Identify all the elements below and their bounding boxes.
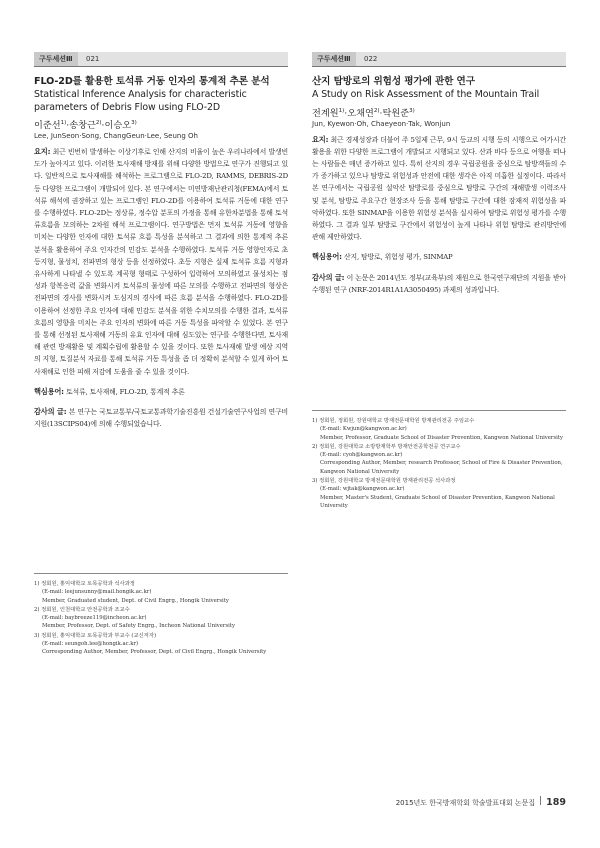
footnote-number: 1) (34, 581, 40, 587)
right-article (312, 52, 566, 296)
article-title-korean: 산지 탐방로의 위험성 평가에 관한 연구 (312, 76, 475, 87)
author-affiliation-mark: 2) (373, 107, 380, 114)
footnote (34, 632, 288, 657)
acknowledgement-text: 본 연구는 국토교통부/국토교통과학기술진흥원 건설기술연구사업의 연구비지원(13SCIPS04)에 의해 수행되었습니다. (34, 408, 288, 429)
author-affiliation-mark: 1) (338, 107, 345, 114)
footnote-number: 2) (34, 606, 40, 613)
keywords-text: 토석류, 토사재해, FLO-2D, 통계적 추론 (65, 387, 185, 396)
author-name: 탁원준 (382, 107, 410, 119)
footnote-divider (34, 573, 288, 574)
footnote (34, 606, 288, 631)
keywords-text: 산지, 탐방로, 위험성 평가, SINMAP (343, 253, 453, 262)
session-number: 021 (86, 55, 100, 63)
footnote-email: (E-mail: baybreeze119@incheon.ac.kr) (42, 615, 147, 622)
footnote-email: (E-mail: wjtak@kangwon.ac.kr) (320, 486, 405, 493)
author-name: 오채연 (347, 107, 374, 119)
author-affiliation-mark: 3) (409, 107, 415, 114)
footnote-email: (E-mail: cyoh@kangwon.ac.kr) (320, 452, 403, 459)
footnote-affiliation-ko: 정회원, 홍익대학교 토목공학과 부교수 (교신저자) (41, 632, 157, 639)
footnote-affiliation-en: Member, Professor, Dept. of Safety Engrg., Incheon National University (42, 623, 235, 630)
keywords-label: 핵심용어: (34, 386, 64, 396)
abstract (312, 134, 566, 244)
footnote (34, 580, 288, 605)
abstract (34, 146, 288, 378)
footnote-email: (E-mail: Kwjun@kangwon.ac.kr) (320, 426, 407, 433)
author-name: 전계원 (312, 107, 339, 119)
session-label: 구두세션Ⅲ (312, 52, 356, 66)
session-header-bar (312, 52, 566, 67)
abstract-text: 최근 경제성장과 더불어 주 5일제 근무, 9시 등교의 시행 등의 시행으로 여가시간 활용을 위한 다양한 프로그램이 개발되고 시행되고 있다. 산과 바다 등으로 여행을 떠나는 사람들은 매년 증가하고 있다. 특히 산지의 경우 국립공원을 중심으로 탐방객들의 수가 증가하고 있으나 탐방로 위험성과 안전에 대한 생각은 아직 미흡한 실정이다. 따라서 본 연구에서는 국립공원 설악산 탐방로를 중심으로 탐방로 구간의 재해발생 이력조사 및 분석, 탐방로 주요구간 현장조사 등을 통해 탐방로 구간에 대한 잠재적 위험성을 파악하였다. 또한 SINMAP을 이용한 위험성 분석을 실시하여 탐방로 위험성 평가를 수행하였다. 그 결과 일부 탐방로 구간에서 위험성이 높게 나타나 위험 탐방로 관리방안에 관해 제안하였다. (312, 135, 566, 242)
page-number: 189 (546, 797, 566, 808)
authors-english: Jun, Kyewon·Oh, Chaeyeon·Tak, Wonjun (312, 119, 451, 128)
right-footnotes (312, 410, 566, 511)
left-footnotes (34, 573, 288, 658)
keywords-label: 핵심용어: (312, 252, 342, 262)
session-header-bar (34, 52, 288, 67)
authors-english: Lee, JunSeon·Song, ChangGeun·Lee, Seung Oh (34, 132, 198, 140)
footnote-affiliation-en: Member, Master's Student, Graduate School of Disaster Prevention, Kangwon National University (320, 494, 555, 509)
session-label: 구두세션Ⅲ (34, 52, 78, 66)
author-affiliation-mark: 3) (131, 119, 137, 126)
abstract-label: 요지: (34, 147, 51, 156)
footnote-affiliation-en: Member, Professor, Graduate School of Disaster Prevention, Kangwon National University (320, 434, 563, 441)
footnote-affiliation-en: Corresponding Author, Member, research Professor, School of Fire & Disaster Prevention, Kangwon National University (320, 460, 563, 475)
abstract-label: 요지: (312, 134, 329, 144)
acknowledgement (34, 406, 288, 430)
article-title-english: A Study on Risk Assessment of the Mountain Trail (312, 89, 540, 100)
footnote-affiliation-ko: 정회원, 홍익대학교 토목공학과 석사과정 (41, 581, 135, 587)
acknowledgement-text: 이 논문은 2014년도 정부(교육부)의 재원으로 한국연구재단의 지원을 받아 수행된 연구 (NRF-2014R1A1A3050495) 과제의 성과입니다. (312, 273, 566, 294)
article-title-korean: FLO-2D를 활용한 토석류 거동 인자의 통계적 추론 분석 (34, 76, 270, 87)
acknowledgement-label: 감사의 글: (312, 272, 345, 282)
author-affiliation-mark: 1) (60, 119, 67, 126)
footnote-number: 3) (34, 632, 40, 639)
author-name: 이승오 (104, 120, 132, 131)
authors-korean: 이준선$^{1)}$·송창근$^{2)}$·이승오$^{3)}$ (34, 119, 137, 131)
footnote-affiliation-ko: 정회원, 강원대학교 소방방재학부 방재안전공학전공 연구교수 (319, 443, 461, 450)
footnote (312, 417, 566, 442)
footnote-email: (E-mail: leejunsunny@mail.hongik.ac.kr) (42, 589, 152, 596)
footnote-affiliation-en: Corresponding Author, Member, Professor, Dept. of Civil Engrg., Hongik University (42, 649, 267, 656)
page-footer (396, 790, 566, 809)
authors-korean: 전계원$^{1)}$·오채연$^{2)}$·탁원준$^{3)}$ (312, 107, 415, 119)
footnote-affiliation-en: Member, Graduated student, Dept. of Civil Engrg., Hongik University (42, 597, 229, 604)
footnote-number: 2) (312, 443, 318, 450)
footnote (312, 443, 566, 476)
keywords (34, 386, 288, 398)
abstract-text: 최근 빈번히 발생하는 이상기후로 인해 산지의 비율이 높은 우리나라에서 발생빈도가 높아지고 있다. 이러한 토사재해 방재를 위해 다양한 방법으로 연구가 진행되고 있다. 일반적으로 토사재해를 해석하는 프로그램으로 FLO-2D, RAMMS, DEBRIS-2D 등 다양한 프로그램이 개발되어 있다. 본 연구에서는 미연방재난관리청(FEMA)에서 토석류 해석에 권장하고 있는 프로그램인 FLO-2D를 이용하여 토석류 거동에 대한 연구를 수행하였다. FLO-2D는 정상류, 정수압 분포의 가정을 통해 유한차분법을 통해 토석류흐름을 모의하는 2차원 해석 프로그램이다. 연구방법은 먼저 토석류 거동에 영향을 미치는 다양한 인자에 대한 토석류 흐름 특성을 분석하고 그 결과에 의한 통계적 추론 분석을 활용하여 주요 인자간의 민감도 분석을 수행하였다. 토석류 거동 영향인자로 초등지형, 물성치, 전파면의 형상 등을 선정하였다. 초등 지형은 실제 토석류 흐름 지형과 유사하게 나타낼 수 있도록 계곡형 형태로 구성하여 입력하여 모의하였고 물성치는 점성과 항복응력 값을 변화시켜 토석류의 물성에 따른 모의를 수행하고 전파면의 형상은 전파면의 경사를 변화시켜 도심지의 경사에 따른 흐름 분석을 수행하였다. FLO-2D를 이용하여 선정한 주요 인자에 대해 민감도 분석을 위한 수치모의를 수행한 결과, 토석류 흐름의 영향을 미치는 주요 인자의 변화에 따른 거동 특성을 파악할 수 있었다. 본 연구를 통해 선정된 토사재해 거동의 유효 인자에 대해 심도있는 연구를 수행한다면, 토사재해 관련 방재활용 및 계획수립에 활용할 수 있을 것이다. 또한 토사재해 발생 예상 지역의 지형, 토질분석 자료를 통해 토석류 거동 특성을 좀 더 정확히 분석할 수 있게 하여 토사재해로 인한 피해 저감에 도움을 줄 수 있을 것이다. (34, 148, 288, 376)
conference-name: 2015년도 한국방재학회 학술발표대회 논문집 (395, 799, 536, 807)
keywords (312, 251, 566, 263)
acknowledgement (312, 272, 566, 296)
footnote-divider (312, 410, 566, 411)
footnote-number: 3) (312, 478, 318, 485)
footnote-affiliation-ko: 정회원, 인천대학교 안전공학과 조교수 (41, 606, 130, 613)
author-affiliation-mark: 2) (95, 119, 102, 126)
author-name: 이준선 (34, 120, 61, 131)
footnote-number: 1) (312, 418, 318, 424)
author-name: 송창근 (69, 120, 96, 131)
acknowledgement-label: 감사의 글: (34, 407, 67, 417)
footer-divider (540, 796, 541, 805)
session-number: 022 (364, 55, 378, 63)
footnote (312, 477, 566, 510)
footnote-email: (E-mail: seungoh.lee@hongik.ac.kr) (42, 641, 139, 648)
footnote-affiliation-ko: 정회원, 강원대학교 방재전문대학원 방재관리전공 석사과정 (319, 478, 456, 485)
footnote-affiliation-ko: 정회원, 정회원, 강원대학교 방재전문대학원 방재관리전공 주임교수 (319, 418, 475, 424)
article-title-english: Statistical Inference Analysis for characteristic parameters of Debris Flow using FLO-2D (34, 89, 247, 113)
left-article (34, 52, 288, 430)
